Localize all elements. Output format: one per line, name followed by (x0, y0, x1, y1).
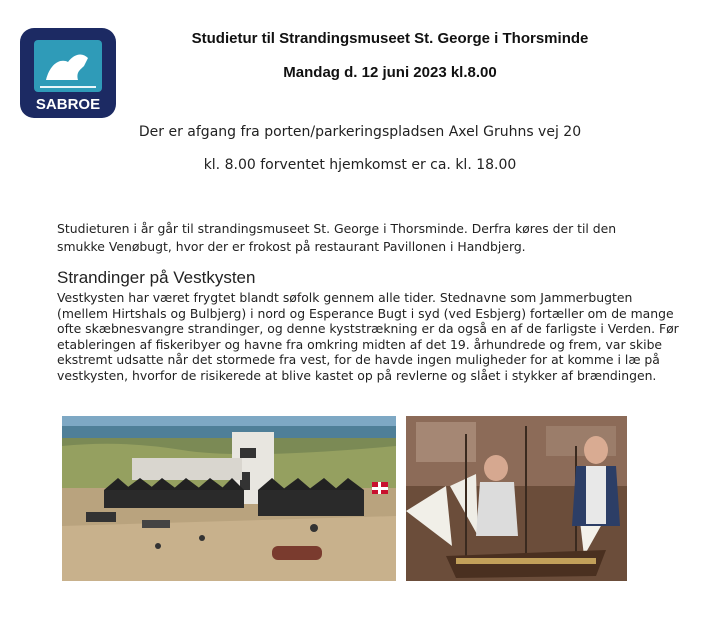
logo-text: SABROE (35, 96, 101, 113)
section-body: Vestkysten har været frygtet blandt søfolk gennem alle tider. Stednavne som Jammerbugten (mellem Hirtshals og Bulbjerg) i nord og Esperance Bugt i syd (ved Esbjerg) fortæller om de mange ofte skæbnesvangre strandinger, og denne kyststrækning er da også en af de farligste i Verden. Før etableringen af fiskeribyer og havne fra omkring midten af det 19. århundrede og frem, var skibe ekstremt udsatte når det stormede fra vest, for de havde ingen muligheder for at komme i læ på vestkysten, hvorfor de risikerede at blive kastet op på revlerne og slået i stykker af brændingen. (57, 290, 679, 383)
page-title: Studietur til Strandingsmuseet St. George i Thorsminde (191, 30, 589, 47)
departure-time: kl. 8.00 forventet hjemkomst er ca. kl. 18.00 (203, 157, 517, 173)
sabroe-logo (20, 28, 116, 118)
ship-model-photo (406, 416, 627, 581)
departure-location: Der er afgang fra porten/parkeringspladsen Axel Gruhns vej 20 (138, 124, 582, 140)
section-heading: Strandinger på Vestkysten (57, 268, 256, 287)
intro-paragraph: Studieturen i år går til strandingsmuseet St. George i Thorsminde. Derfra køres der til den smukke Venøbugt, hvor der er frokost på restaurant Pavillonen i Handbjerg. (57, 221, 617, 254)
event-date: Mandag d. 12 juni 2023 kl.8.00 (283, 64, 497, 81)
museum-photo (62, 416, 396, 581)
